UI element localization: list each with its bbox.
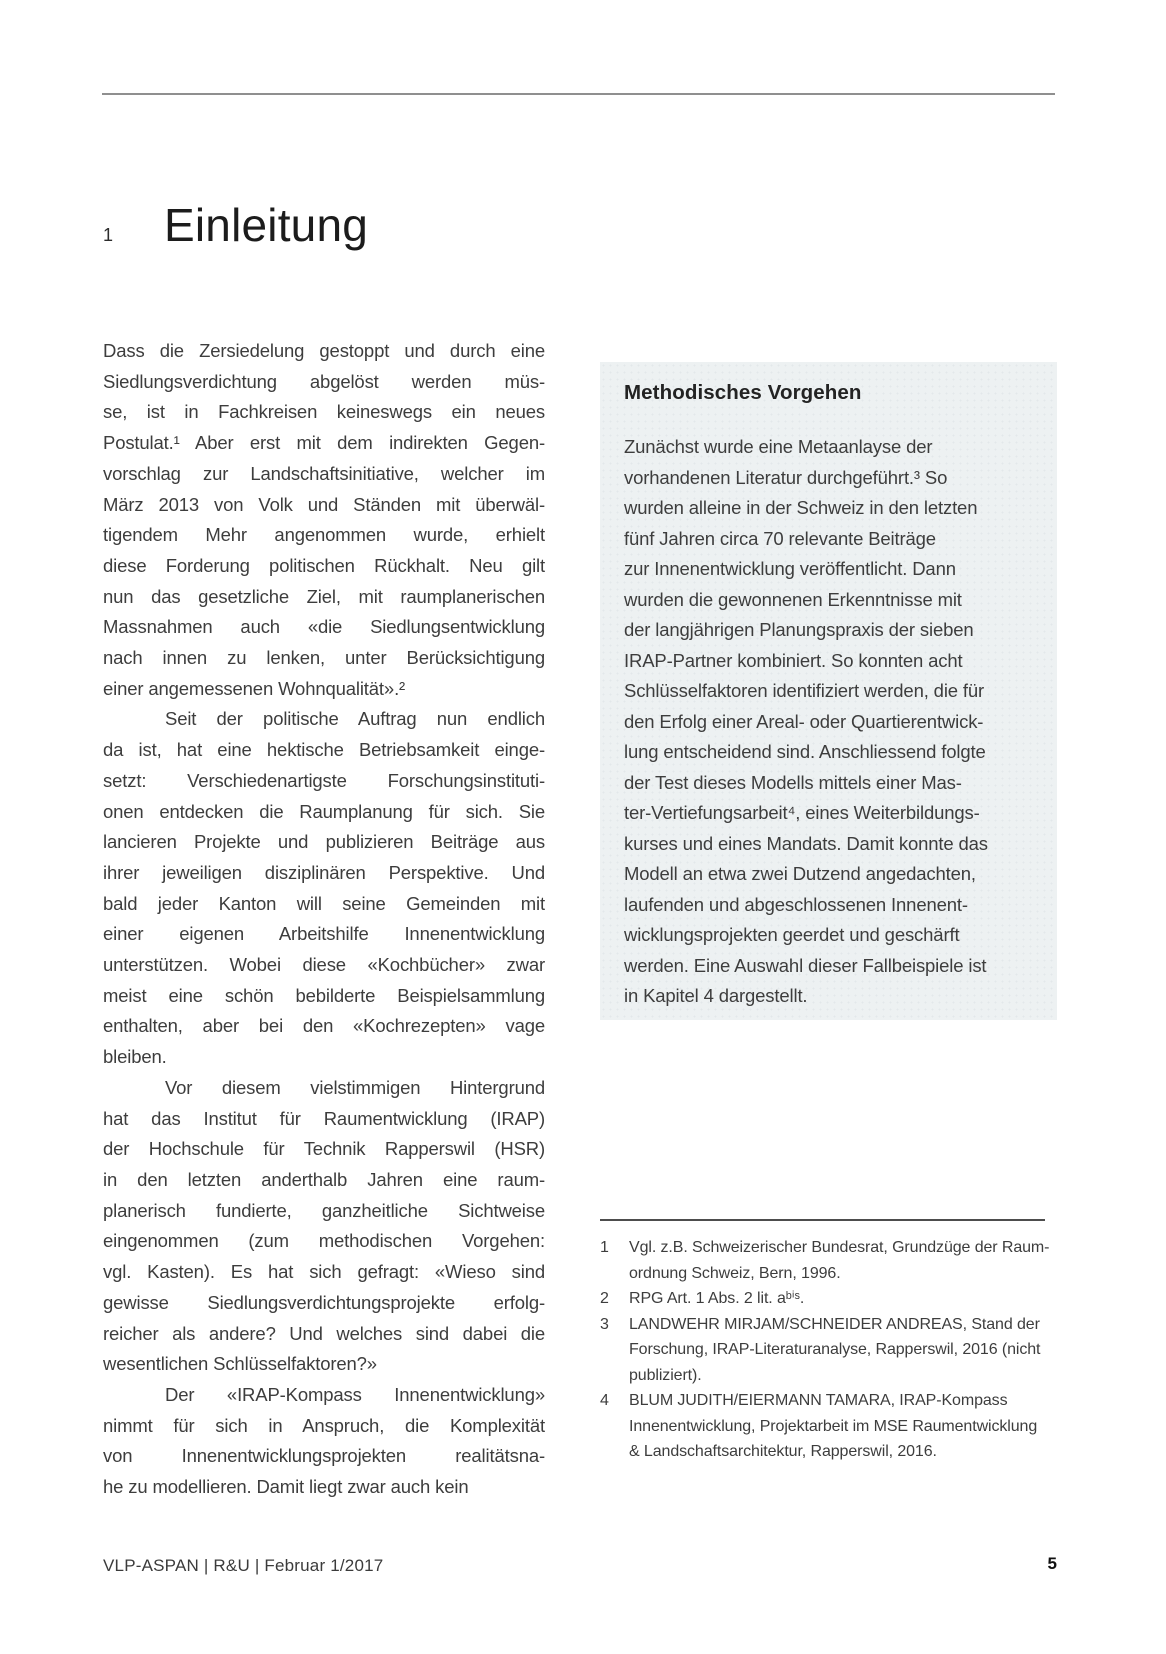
text-line: publiziert).: [629, 1366, 702, 1384]
text-line: einer eigenen Arbeitshilfe Innenentwicklung: [103, 923, 545, 945]
text-line: Seit der politische Auftrag nun endlich: [165, 708, 545, 730]
text-line: in Kapitel 4 dargestellt.: [624, 985, 808, 1006]
page-number: 5: [1047, 1554, 1057, 1573]
text-line: fünf Jahren circa 70 relevante Beiträge: [624, 527, 936, 549]
text-line: enthalten, aber bei den «Kochrezepten» vage: [103, 1015, 545, 1037]
text-line: reicher als andere? Und welches sind dabei die: [103, 1322, 545, 1344]
footnotes-section: [600, 1219, 1050, 1465]
text-line: der Hochschule für Technik Rapperswil (HSR): [103, 1138, 545, 1160]
text-line: lung entscheidend sind. Anschliessend folgte: [624, 741, 986, 762]
paragraph: [103, 1073, 545, 1380]
text-line: ordnung Schweiz, Bern, 1996.: [629, 1264, 841, 1282]
chapter-number: 1: [103, 225, 114, 245]
text-line: von Innenentwicklungsprojekten realitätsna-: [103, 1445, 545, 1467]
text-line: Vgl. z.B. Schweizerischer Bundesrat, Grundzüge der Raum-: [629, 1239, 1050, 1256]
text-line: Schlüsselfaktoren identifiziert werden, die für: [624, 680, 985, 701]
footnote-divider: [600, 1219, 1045, 1221]
text-line: in den letzten anderthalb Jahren eine raum-: [103, 1168, 545, 1190]
text-line: wicklungsprojekten geerdet und geschärft: [624, 924, 960, 945]
footnote-text: [629, 1312, 1050, 1389]
text-line: der Test dieses Modells mittels einer Mas-: [624, 771, 962, 793]
footnote-number: 3: [600, 1315, 609, 1333]
text-line: ter-Vertiefungsarbeit⁴, eines Weiterbildungs-: [624, 802, 980, 823]
text-line: Postulat.¹ Aber erst mit dem indirekten Gegen-: [103, 432, 545, 454]
text-line: Modell an etwa zwei Dutzend angedachten,: [624, 863, 976, 884]
paragraph: [103, 336, 545, 704]
text-line: IRAP-Partner kombiniert. So konnten acht: [624, 649, 963, 671]
text-line: vorhandenen Literatur durchgeführt.³ So: [624, 466, 948, 488]
text-line: gewisse Siedlungsverdichtungsprojekte erfolg-: [103, 1291, 545, 1313]
footnote-number: 1: [600, 1239, 609, 1256]
text-line: Zunächst wurde eine Metaanlayse der: [624, 436, 933, 457]
text-line: meist eine schön bebilderte Beispielsammlung: [103, 984, 545, 1006]
page-title: Einleitung: [164, 199, 369, 251]
text-line: ihrer jeweiligen disziplinären Perspektive. Und: [103, 861, 545, 883]
footnote-text: [629, 1388, 1050, 1465]
text-line: laufenden und abgeschlossenen Innenent-: [624, 893, 968, 915]
text-line: den Erfolg einer Areal- oder Quartierentwick-: [624, 710, 984, 732]
text-line: Massnahmen auch «die Siedlungsentwicklung: [103, 616, 545, 638]
footer-journal-info: VLP-ASPAN | R&U | Februar 1/2017: [103, 1556, 384, 1575]
text-line: unterstützen. Wobei diese «Kochbücher» zwar: [103, 954, 545, 976]
text-line: Dass die Zersiedelung gestoppt und durch eine: [103, 340, 545, 361]
text-line: nach innen zu lenken, unter Berücksichtigung: [103, 647, 545, 669]
text-line: planerisch fundierte, ganzheitliche Sichtweise: [103, 1199, 545, 1221]
top-divider: [102, 93, 1055, 95]
text-line: diese Forderung politischen Rückhalt. Neu gilt: [103, 554, 545, 576]
footnote-text: [629, 1286, 1050, 1312]
text-line: vgl. Kasten). Es hat sich gefragt: «Wieso sind: [103, 1261, 545, 1283]
footnote-item: [600, 1286, 1050, 1312]
text-line: Vor diesem vielstimmigen Hintergrund: [165, 1076, 545, 1098]
footnote-item: [600, 1235, 1050, 1286]
text-line: wesentlichen Schlüsselfaktoren?»: [103, 1353, 377, 1375]
footnote-number: 4: [600, 1392, 609, 1409]
footnote-number: 2: [600, 1290, 609, 1307]
paragraph: [103, 1380, 545, 1503]
text-line: he zu modellieren. Damit liegt zwar auch kein: [103, 1476, 469, 1498]
footnote-item: [600, 1312, 1050, 1389]
body-text-column: [103, 336, 545, 1503]
text-line: setzt: Verschiedenartigste Forschungsinstituti-: [103, 769, 545, 791]
text-line: nimmt für sich in Anspruch, die Komplexität: [103, 1414, 545, 1436]
text-line: zur Innenentwicklung veröffentlicht. Dann: [624, 558, 956, 579]
paragraph: [103, 704, 545, 1072]
text-line: vorschlag zur Landschaftsinitiative, welcher im: [103, 462, 545, 484]
text-line: Siedlungsverdichtung abgelöst werden müs-: [103, 370, 545, 392]
text-line: eingenommen (zum methodischen Vorgehen:: [103, 1230, 545, 1252]
text-line: werden. Eine Auswahl dieser Fallbeispiele ist: [624, 954, 987, 976]
footnote-text: [629, 1235, 1050, 1286]
text-line: der langjährigen Planungspraxis der sieben: [624, 619, 974, 640]
info-box-title: Methodisches Vorgehen: [624, 381, 862, 404]
text-line: Der «IRAP-Kompass Innenentwicklung»: [165, 1383, 545, 1405]
text-line: März 2013 von Volk und Ständen mit überwäl-: [103, 493, 545, 515]
text-line: BLUM JUDITH/EIERMANN TAMARA, IRAP-Kompass: [629, 1392, 1008, 1409]
text-line: bald jeder Kanton will seine Gemeinden mit: [103, 892, 545, 914]
method-info-box: [600, 362, 1057, 1020]
text-line: da ist, hat eine hektische Betriebsamkeit einge-: [103, 739, 545, 761]
text-line: & Landschaftsarchitektur, Rapperswil, 2016.: [629, 1443, 937, 1460]
text-line: kurses und eines Mandats. Damit konnte das: [624, 832, 988, 854]
text-line: lancieren Projekte und publizieren Beiträge aus: [103, 831, 545, 853]
text-line: wurden die gewonnenen Erkenntnisse mit: [624, 588, 962, 610]
text-line: hat das Institut für Raumentwicklung (IRAP): [103, 1107, 545, 1129]
text-line: tigendem Mehr angenommen wurde, erhielt: [103, 524, 545, 546]
text-line: Innenentwicklung, Projektarbeit im MSE Raumentwicklung: [629, 1417, 1038, 1435]
chapter-heading: [103, 198, 368, 252]
text-line: nun das gesetzliche Ziel, mit raumplanerischen: [103, 585, 545, 607]
text-line: RPG Art. 1 Abs. 2 lit. aᵇⁱˢ.: [629, 1290, 805, 1307]
text-line: LANDWEHR MIRJAM/SCHNEIDER ANDREAS, Stand der: [629, 1315, 1040, 1333]
text-line: se, ist in Fachkreisen keineswegs ein neues: [103, 401, 545, 423]
info-box-text: [624, 432, 1033, 1012]
footnote-item: [600, 1388, 1050, 1465]
text-line: einer angemessenen Wohnqualität».²: [103, 677, 406, 699]
text-line: Forschung, IRAP-Literaturanalyse, Rapperswil, 2016 (nicht: [629, 1341, 1041, 1358]
text-line: wurden alleine in der Schweiz in den letzten: [624, 497, 978, 518]
text-line: onen entdecken die Raumplanung für sich. Sie: [103, 800, 545, 822]
text-line: bleiben.: [103, 1046, 167, 1068]
